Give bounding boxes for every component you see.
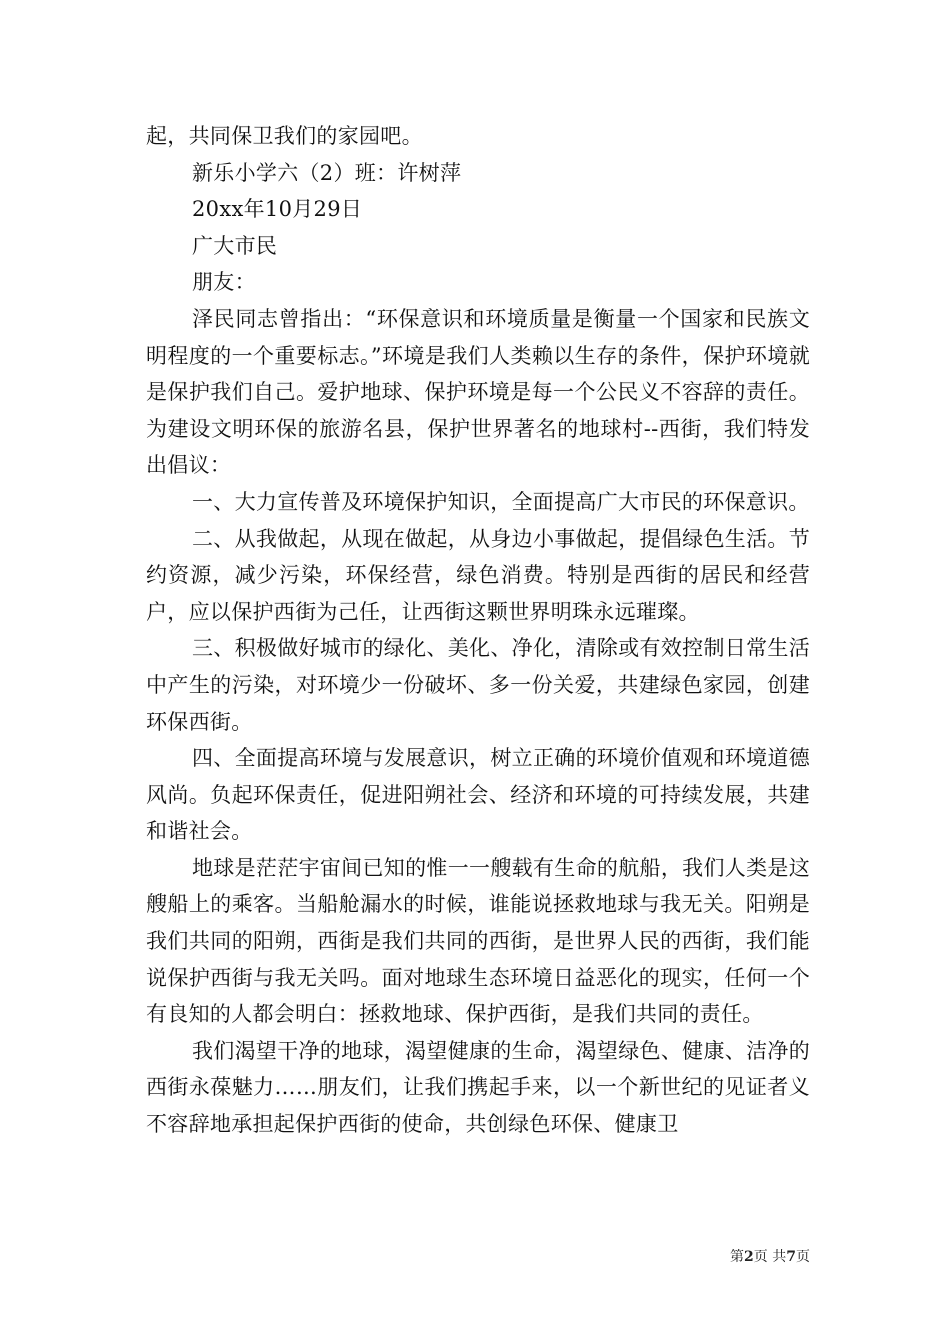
page-suffix: 页 <box>796 1249 810 1265</box>
page-number-footer <box>700 1248 810 1266</box>
page-middle: 页 共 <box>753 1249 787 1265</box>
paragraph-proposal-4: 四、全面提高环境与发展意识，树立正确的环境价值观和环境道德风尚。负起环保责任，促进阳朔社会、经济和环境的可持续发展，共建和谐社会。 <box>146 746 810 844</box>
paragraph-call-to-action: 我们渴望干净的地球，渴望健康的生命，渴望绿色、健康、洁净的西街永葆魅力……朋友们，让我们携起手来，以一个新世纪的见证者义不容辞地承担起保护西街的使命，共创绿色环保、健康卫 <box>146 1038 810 1137</box>
salutation-line-1: 广大市民 <box>192 233 278 258</box>
paragraph-proposal-2: 二、从我做起，从现在做起，从身边小事做起，提倡绿色生活。节约资源，减少污染，环保经营，绿色消费。特别是西街的居民和经营户，应以保护西街为己任，让西街这颗世界明珠永远璀璨。 <box>146 526 810 624</box>
document-body <box>146 118 810 1143</box>
paragraph-intro: 泽民同志曾指出：“环保意识和环境质量是衡量一个国家和民族文明程度的一个重要标志。”环境是我们人类赖以生存的条件，保护环境就是保护我们自己。爱护地球、保护环境是每一个公民义不容辞的责任。为建设文明环保的旅游名县，保护世界著名的地球村--西街，我们特发出倡议： <box>146 306 810 478</box>
paragraph-closing-line: 起，共同保卫我们的家园吧。 <box>146 124 423 148</box>
page-prefix: 第 <box>730 1249 745 1265</box>
page-current: 2 <box>744 1249 754 1265</box>
signature-author: 新乐小学六（2）班：许树萍 <box>192 160 462 185</box>
signature-date: 20xx年10月29日 <box>192 197 363 222</box>
paragraph-earth: 地球是茫茫宇宙间已知的惟一一艘载有生命的航船，我们人类是这艘船上的乘客。当船舱漏水的时候，谁能说拯救地球与我无关。阳朔是我们共同的阳朔，西街是我们共同的西街，是世界人民的西街，我们能说保护西街与我无关吗。面对地球生态环境日益恶化的现实，任何一个有良知的人都会明白：拯救地球、保护西街，是我们共同的责任。 <box>146 855 810 1027</box>
salutation-line-2: 朋友： <box>192 270 256 295</box>
paragraph-proposal-1: 一、大力宣传普及环境保护知识，全面提高广大市民的环保意识。 <box>192 489 810 514</box>
page-total: 7 <box>786 1249 796 1265</box>
paragraph-proposal-3: 三、积极做好城市的绿化、美化、净化，清除或有效控制日常生活中产生的污染，对环境少一份破坏、多一份关爱，共建绿色家园，创建环保西街。 <box>146 636 810 734</box>
